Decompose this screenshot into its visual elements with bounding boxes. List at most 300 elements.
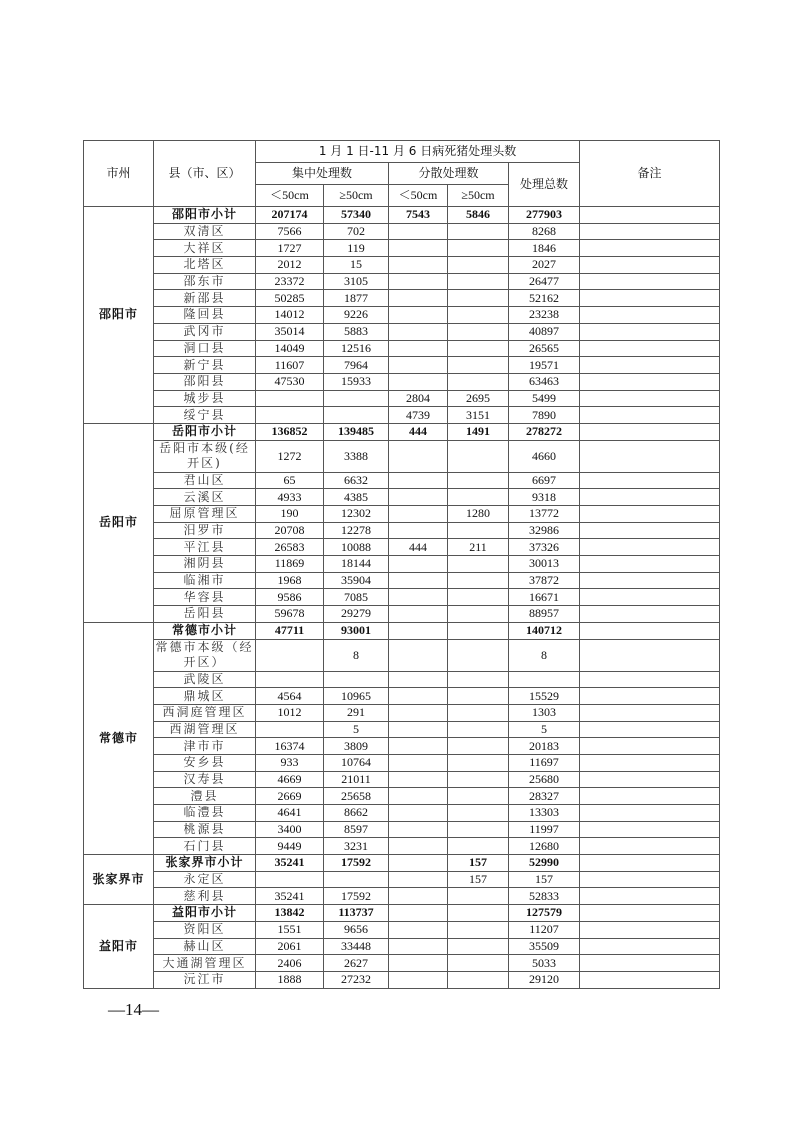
subtotal-name-cell: 岳阳市小计 — [154, 423, 256, 440]
city-column-header: 市州 — [84, 141, 154, 207]
dispersed-lt50-cell — [389, 440, 448, 472]
centralized-lt50-cell: 2406 — [256, 955, 324, 972]
dispersed-lt50-cell: 4739 — [389, 407, 448, 424]
total-cell: 5 — [509, 721, 580, 738]
dispersed-lt50-cell — [389, 838, 448, 855]
dispersed-ge50-cell — [448, 440, 509, 472]
total-cell: 11697 — [509, 754, 580, 771]
dispersed-lt50-cell — [389, 307, 448, 324]
dispersed-ge50-cell — [448, 223, 509, 240]
dispersed-ge50-cell — [448, 489, 509, 506]
dispersed-lt50-cell — [389, 639, 448, 671]
table-row — [84, 589, 720, 606]
remarks-cell — [580, 606, 720, 623]
total-cell: 52833 — [509, 888, 580, 905]
county-name-cell: 慈利县 — [154, 888, 256, 905]
table-row — [84, 871, 720, 888]
centralized-ge50-cell: 35904 — [324, 572, 389, 589]
total-cell: 26477 — [509, 273, 580, 290]
table-row — [84, 307, 720, 324]
city-cell: 益阳市 — [84, 905, 154, 988]
county-name-cell: 大祥区 — [154, 240, 256, 257]
dispersed-ge50-cell: 157 — [448, 855, 509, 872]
dispersed-lt50-cell — [389, 273, 448, 290]
dispersed-ge50-cell — [448, 307, 509, 324]
total-cell: 8268 — [509, 223, 580, 240]
county-name-cell: 资阳区 — [154, 921, 256, 938]
city-cell: 常德市 — [84, 622, 154, 854]
dispersed-lt50-cell — [389, 671, 448, 688]
centralized-lt50-cell: 59678 — [256, 606, 324, 623]
centralized-lt50-cell: 190 — [256, 506, 324, 523]
centralized-lt50-cell: 35014 — [256, 323, 324, 340]
subtotal-name-cell: 常德市小计 — [154, 622, 256, 639]
centralized-ge50-cell: 1877 — [324, 290, 389, 307]
total-cell: 4660 — [509, 440, 580, 472]
centralized-ge50-cell: 7085 — [324, 589, 389, 606]
centralized-ge50-cell: 291 — [324, 704, 389, 721]
centralized-lt50-cell: 11607 — [256, 357, 324, 374]
county-name-cell: 双清区 — [154, 223, 256, 240]
total-cell: 11207 — [509, 921, 580, 938]
total-cell: 15529 — [509, 688, 580, 705]
centralized-ge50-cell: 8662 — [324, 805, 389, 822]
county-name-cell: 邵阳县 — [154, 373, 256, 390]
total-cell: 12680 — [509, 838, 580, 855]
centralized-lt50-cell: 2012 — [256, 257, 324, 274]
total-cell: 127579 — [509, 905, 580, 922]
county-name-cell: 屈原管理区 — [154, 506, 256, 523]
centralized-ge50-cell: 702 — [324, 223, 389, 240]
county-name-cell: 沅江市 — [154, 971, 256, 988]
remarks-cell — [580, 622, 720, 639]
total-cell: 52162 — [509, 290, 580, 307]
centralized-ge50-cell: 139485 — [324, 423, 389, 440]
city-cell: 邵阳市 — [84, 207, 154, 424]
dispersed-ge50-cell — [448, 340, 509, 357]
subtotal-row — [84, 855, 720, 872]
table-row — [84, 754, 720, 771]
county-name-cell: 绥宁县 — [154, 407, 256, 424]
county-name-cell: 北塔区 — [154, 257, 256, 274]
dispersed-lt50-cell — [389, 373, 448, 390]
total-cell: 5499 — [509, 390, 580, 407]
table-row — [84, 921, 720, 938]
dispersed-ge50-cell — [448, 522, 509, 539]
table-row — [84, 522, 720, 539]
centralized-lt50-cell: 9449 — [256, 838, 324, 855]
centralized-lt50-cell: 3400 — [256, 821, 324, 838]
county-name-cell: 城步县 — [154, 390, 256, 407]
county-name-cell: 洞口县 — [154, 340, 256, 357]
remarks-cell — [580, 754, 720, 771]
dispersed-ge50-cell: 2695 — [448, 390, 509, 407]
centralized-lt50-cell: 14049 — [256, 340, 324, 357]
dispersed-ge50-cell — [448, 971, 509, 988]
centralized-ge50-cell: 2627 — [324, 955, 389, 972]
remarks-cell — [580, 290, 720, 307]
remarks-cell — [580, 671, 720, 688]
dispersed-lt50-cell — [389, 572, 448, 589]
dispersed-ge50-cell — [448, 938, 509, 955]
centralized-lt50-cell: 1968 — [256, 572, 324, 589]
remarks-cell — [580, 207, 720, 224]
centralized-ge50-cell: 3231 — [324, 838, 389, 855]
total-cell: 32986 — [509, 522, 580, 539]
dispersed-ge50-cell: 5846 — [448, 207, 509, 224]
centralized-ge50-cell: 3105 — [324, 273, 389, 290]
table-row — [84, 888, 720, 905]
remarks-cell — [580, 390, 720, 407]
centralized-ge50-cell: 29279 — [324, 606, 389, 623]
table-row — [84, 771, 720, 788]
centralized-ge50-cell — [324, 407, 389, 424]
centralized-lt50-cell: 16374 — [256, 738, 324, 755]
county-name-cell: 邵东市 — [154, 273, 256, 290]
remarks-cell — [580, 572, 720, 589]
dispersed-ge50-cell — [448, 671, 509, 688]
table-row — [84, 506, 720, 523]
dispersed-lt50-cell — [389, 871, 448, 888]
subtotal-name-cell: 邵阳市小计 — [154, 207, 256, 224]
county-name-cell: 临澧县 — [154, 805, 256, 822]
table-row — [84, 390, 720, 407]
table-row — [84, 472, 720, 489]
dispersed-lt50-cell — [389, 754, 448, 771]
dispersed-lt50-cell — [389, 738, 448, 755]
centralized-lt50-cell: 14012 — [256, 307, 324, 324]
dispersed-lt50-cell — [389, 506, 448, 523]
county-name-cell: 武陵区 — [154, 671, 256, 688]
dispersed-lt50-cell — [389, 955, 448, 972]
remarks-cell — [580, 805, 720, 822]
centralized-ge50-cell: 8 — [324, 639, 389, 671]
table-row — [84, 357, 720, 374]
dispersed-ge50-cell — [448, 788, 509, 805]
total-cell: 8 — [509, 639, 580, 671]
table-row — [84, 971, 720, 988]
table-row — [84, 821, 720, 838]
subtotal-name-cell: 张家界市小计 — [154, 855, 256, 872]
dispersed-ge50-cell — [448, 472, 509, 489]
dispersed-lt50-cell — [389, 821, 448, 838]
dispersed-lt50-cell — [389, 622, 448, 639]
centralized-ge50-cell: 15 — [324, 257, 389, 274]
table-row — [84, 606, 720, 623]
table-row — [84, 223, 720, 240]
remarks-column-header: 备注 — [580, 141, 720, 207]
dispersed-ge50-cell — [448, 589, 509, 606]
remarks-cell — [580, 240, 720, 257]
centralized-lt50-cell: 1012 — [256, 704, 324, 721]
table-row — [84, 323, 720, 340]
table-row — [84, 407, 720, 424]
centralized-lt50-cell — [256, 639, 324, 671]
dispersed-lt50-cell — [389, 855, 448, 872]
table-row — [84, 639, 720, 671]
centralized-lt50-cell: 1272 — [256, 440, 324, 472]
remarks-cell — [580, 938, 720, 955]
dispersed-lt50-cell: 444 — [389, 423, 448, 440]
centralized-ge50-cell: 3809 — [324, 738, 389, 755]
total-cell: 40897 — [509, 323, 580, 340]
county-name-cell: 永定区 — [154, 871, 256, 888]
dispersed-ge50-cell — [448, 606, 509, 623]
subtotal-row — [84, 905, 720, 922]
dispersed-lt50-cell — [389, 589, 448, 606]
county-column-header: 县（市、区） — [154, 141, 256, 207]
remarks-cell — [580, 273, 720, 290]
dispersed-lt50-cell — [389, 971, 448, 988]
centralized-ge50-cell: 18144 — [324, 556, 389, 573]
dispersed-lt50-cell — [389, 489, 448, 506]
dispersed-lt50-cell — [389, 888, 448, 905]
table-row — [84, 788, 720, 805]
centralized-lt50-cell: 7566 — [256, 223, 324, 240]
dispersed-ge50-cell — [448, 905, 509, 922]
centralized-ge50-cell: 57340 — [324, 207, 389, 224]
centralized-ge50-cell: 5 — [324, 721, 389, 738]
centralized-ge50-cell: 15933 — [324, 373, 389, 390]
centralized-lt50-header: ＜50cm — [256, 185, 324, 207]
county-name-cell: 湘阴县 — [154, 556, 256, 573]
total-cell: 63463 — [509, 373, 580, 390]
remarks-cell — [580, 506, 720, 523]
remarks-cell — [580, 738, 720, 755]
remarks-cell — [580, 788, 720, 805]
dispersed-ge50-cell: 1280 — [448, 506, 509, 523]
dispersed-ge50-cell: 211 — [448, 539, 509, 556]
dispersed-ge50-header: ≥50cm — [448, 185, 509, 207]
centralized-ge50-cell: 10764 — [324, 754, 389, 771]
total-cell: 25680 — [509, 771, 580, 788]
dispersed-ge50-cell — [448, 721, 509, 738]
table-row — [84, 704, 720, 721]
centralized-lt50-cell: 207174 — [256, 207, 324, 224]
county-name-cell: 常德市本级（经开区） — [155, 640, 254, 669]
centralized-lt50-cell: 4564 — [256, 688, 324, 705]
dispersed-ge50-cell — [448, 273, 509, 290]
total-cell: 140712 — [509, 622, 580, 639]
city-cell: 张家界市 — [84, 855, 154, 905]
centralized-lt50-cell: 23372 — [256, 273, 324, 290]
centralized-ge50-cell: 33448 — [324, 938, 389, 955]
centralized-ge50-cell: 9656 — [324, 921, 389, 938]
centralized-ge50-cell: 10965 — [324, 688, 389, 705]
table-row — [84, 955, 720, 972]
county-name-cell: 武冈市 — [154, 323, 256, 340]
centralized-lt50-cell: 4933 — [256, 489, 324, 506]
table-row — [84, 738, 720, 755]
dispersed-ge50-cell: 157 — [448, 871, 509, 888]
dispersed-lt50-cell — [389, 704, 448, 721]
centralized-lt50-cell: 35241 — [256, 855, 324, 872]
centralized-lt50-cell: 136852 — [256, 423, 324, 440]
dispersed-ge50-cell: 1491 — [448, 423, 509, 440]
dispersed-ge50-cell — [448, 838, 509, 855]
remarks-cell — [580, 821, 720, 838]
dispersed-ge50-cell — [448, 240, 509, 257]
centralized-ge50-cell: 12278 — [324, 522, 389, 539]
remarks-cell — [580, 905, 720, 922]
total-cell: 5033 — [509, 955, 580, 972]
remarks-cell — [580, 955, 720, 972]
county-name-cell: 新宁县 — [154, 357, 256, 374]
dispersed-lt50-cell: 444 — [389, 539, 448, 556]
centralized-lt50-cell: 933 — [256, 754, 324, 771]
table-row — [84, 273, 720, 290]
dispersed-ge50-cell — [448, 639, 509, 671]
dispersed-lt50-cell — [389, 240, 448, 257]
dispersed-ge50-cell — [448, 257, 509, 274]
centralized-lt50-cell: 9586 — [256, 589, 324, 606]
dispersed-ge50-cell — [448, 888, 509, 905]
centralized-lt50-cell: 26583 — [256, 539, 324, 556]
dispersed-lt50-cell — [389, 905, 448, 922]
remarks-cell — [580, 888, 720, 905]
remarks-cell — [580, 589, 720, 606]
centralized-lt50-cell: 13842 — [256, 905, 324, 922]
centralized-ge50-cell: 21011 — [324, 771, 389, 788]
dispersed-ge50-cell — [448, 290, 509, 307]
city-cell: 岳阳市 — [84, 423, 154, 622]
dispersed-ge50-cell — [448, 805, 509, 822]
county-name-cell: 云溪区 — [154, 489, 256, 506]
remarks-cell — [580, 423, 720, 440]
centralized-lt50-cell — [256, 407, 324, 424]
total-cell: 11997 — [509, 821, 580, 838]
dispersed-lt50-cell — [389, 522, 448, 539]
page-number: —14— — [108, 1000, 159, 1019]
remarks-cell — [580, 639, 720, 671]
total-cell: 37872 — [509, 572, 580, 589]
total-cell: 278272 — [509, 423, 580, 440]
table-row — [84, 257, 720, 274]
total-cell: 13772 — [509, 506, 580, 523]
centralized-ge50-cell: 25658 — [324, 788, 389, 805]
dispersed-ge50-cell — [448, 704, 509, 721]
remarks-cell — [580, 323, 720, 340]
centralized-lt50-cell: 35241 — [256, 888, 324, 905]
table-row — [84, 838, 720, 855]
county-name-cell: 新邵县 — [154, 290, 256, 307]
centralized-ge50-cell: 3388 — [324, 440, 389, 472]
remarks-cell — [580, 522, 720, 539]
dispersed-lt50-cell — [389, 921, 448, 938]
table-row — [84, 240, 720, 257]
dispersed-lt50-cell — [389, 556, 448, 573]
remarks-cell — [580, 921, 720, 938]
dispersed-lt50-cell — [389, 771, 448, 788]
total-cell: 37326 — [509, 539, 580, 556]
dispersed-lt50-cell — [389, 805, 448, 822]
centralized-lt50-cell — [256, 390, 324, 407]
dispersed-lt50-cell — [389, 788, 448, 805]
remarks-cell — [580, 971, 720, 988]
total-cell: 9318 — [509, 489, 580, 506]
centralized-lt50-cell: 50285 — [256, 290, 324, 307]
remarks-cell — [580, 373, 720, 390]
table-row — [84, 688, 720, 705]
table-row — [84, 721, 720, 738]
table-row — [84, 556, 720, 573]
dispersed-lt50-cell — [389, 357, 448, 374]
subtotal-name-cell: 益阳市小计 — [154, 905, 256, 922]
remarks-cell — [580, 855, 720, 872]
period-title-header: 1 月 1 日-11 月 6 日病死猪处理头数 — [256, 141, 580, 163]
table-row — [84, 373, 720, 390]
dispersed-lt50-cell — [389, 290, 448, 307]
centralized-lt50-cell: 1888 — [256, 971, 324, 988]
centralized-lt50-cell: 47711 — [256, 622, 324, 639]
dispersed-header: 分散处理数 — [389, 163, 509, 185]
remarks-cell — [580, 489, 720, 506]
centralized-lt50-cell — [256, 671, 324, 688]
county-name-cell: 赫山区 — [154, 938, 256, 955]
centralized-lt50-cell: 2061 — [256, 938, 324, 955]
total-cell — [509, 671, 580, 688]
county-name-cell: 石门县 — [154, 838, 256, 855]
centralized-lt50-cell: 20708 — [256, 522, 324, 539]
total-cell: 28327 — [509, 788, 580, 805]
centralized-header: 集中处理数 — [256, 163, 389, 185]
dispersed-ge50-cell — [448, 572, 509, 589]
county-name-cell: 大通湖管理区 — [154, 955, 256, 972]
county-name-cell: 鼎城区 — [154, 688, 256, 705]
county-name-cell: 西洞庭管理区 — [154, 704, 256, 721]
total-cell: 2027 — [509, 257, 580, 274]
centralized-ge50-cell — [324, 671, 389, 688]
centralized-ge50-cell: 8597 — [324, 821, 389, 838]
centralized-ge50-cell: 10088 — [324, 539, 389, 556]
table-row — [84, 572, 720, 589]
total-cell: 23238 — [509, 307, 580, 324]
total-cell: 26565 — [509, 340, 580, 357]
centralized-lt50-cell: 47530 — [256, 373, 324, 390]
dispersed-ge50-cell — [448, 323, 509, 340]
dispersed-lt50-header: ＜50cm — [389, 185, 448, 207]
dispersed-lt50-cell — [389, 721, 448, 738]
centralized-lt50-cell — [256, 871, 324, 888]
centralized-lt50-cell — [256, 721, 324, 738]
total-cell: 6697 — [509, 472, 580, 489]
subtotal-row — [84, 622, 720, 639]
dispersed-lt50-cell — [389, 606, 448, 623]
remarks-cell — [580, 440, 720, 472]
dispersed-lt50-cell — [389, 938, 448, 955]
dispersed-lt50-cell — [389, 688, 448, 705]
centralized-ge50-cell: 113737 — [324, 905, 389, 922]
table-row — [84, 539, 720, 556]
centralized-ge50-cell: 9226 — [324, 307, 389, 324]
table-row — [84, 440, 720, 472]
total-cell: 20183 — [509, 738, 580, 755]
county-name-cell: 津市市 — [154, 738, 256, 755]
total-cell: 7890 — [509, 407, 580, 424]
dispersed-ge50-cell — [448, 754, 509, 771]
remarks-cell — [580, 704, 720, 721]
table-row — [84, 671, 720, 688]
centralized-ge50-cell — [324, 390, 389, 407]
subtotal-row — [84, 423, 720, 440]
remarks-cell — [580, 556, 720, 573]
dispersed-ge50-cell — [448, 622, 509, 639]
centralized-lt50-cell: 4641 — [256, 805, 324, 822]
remarks-cell — [580, 838, 720, 855]
dispersed-ge50-cell — [448, 821, 509, 838]
table-body — [84, 207, 720, 989]
remarks-cell — [580, 340, 720, 357]
